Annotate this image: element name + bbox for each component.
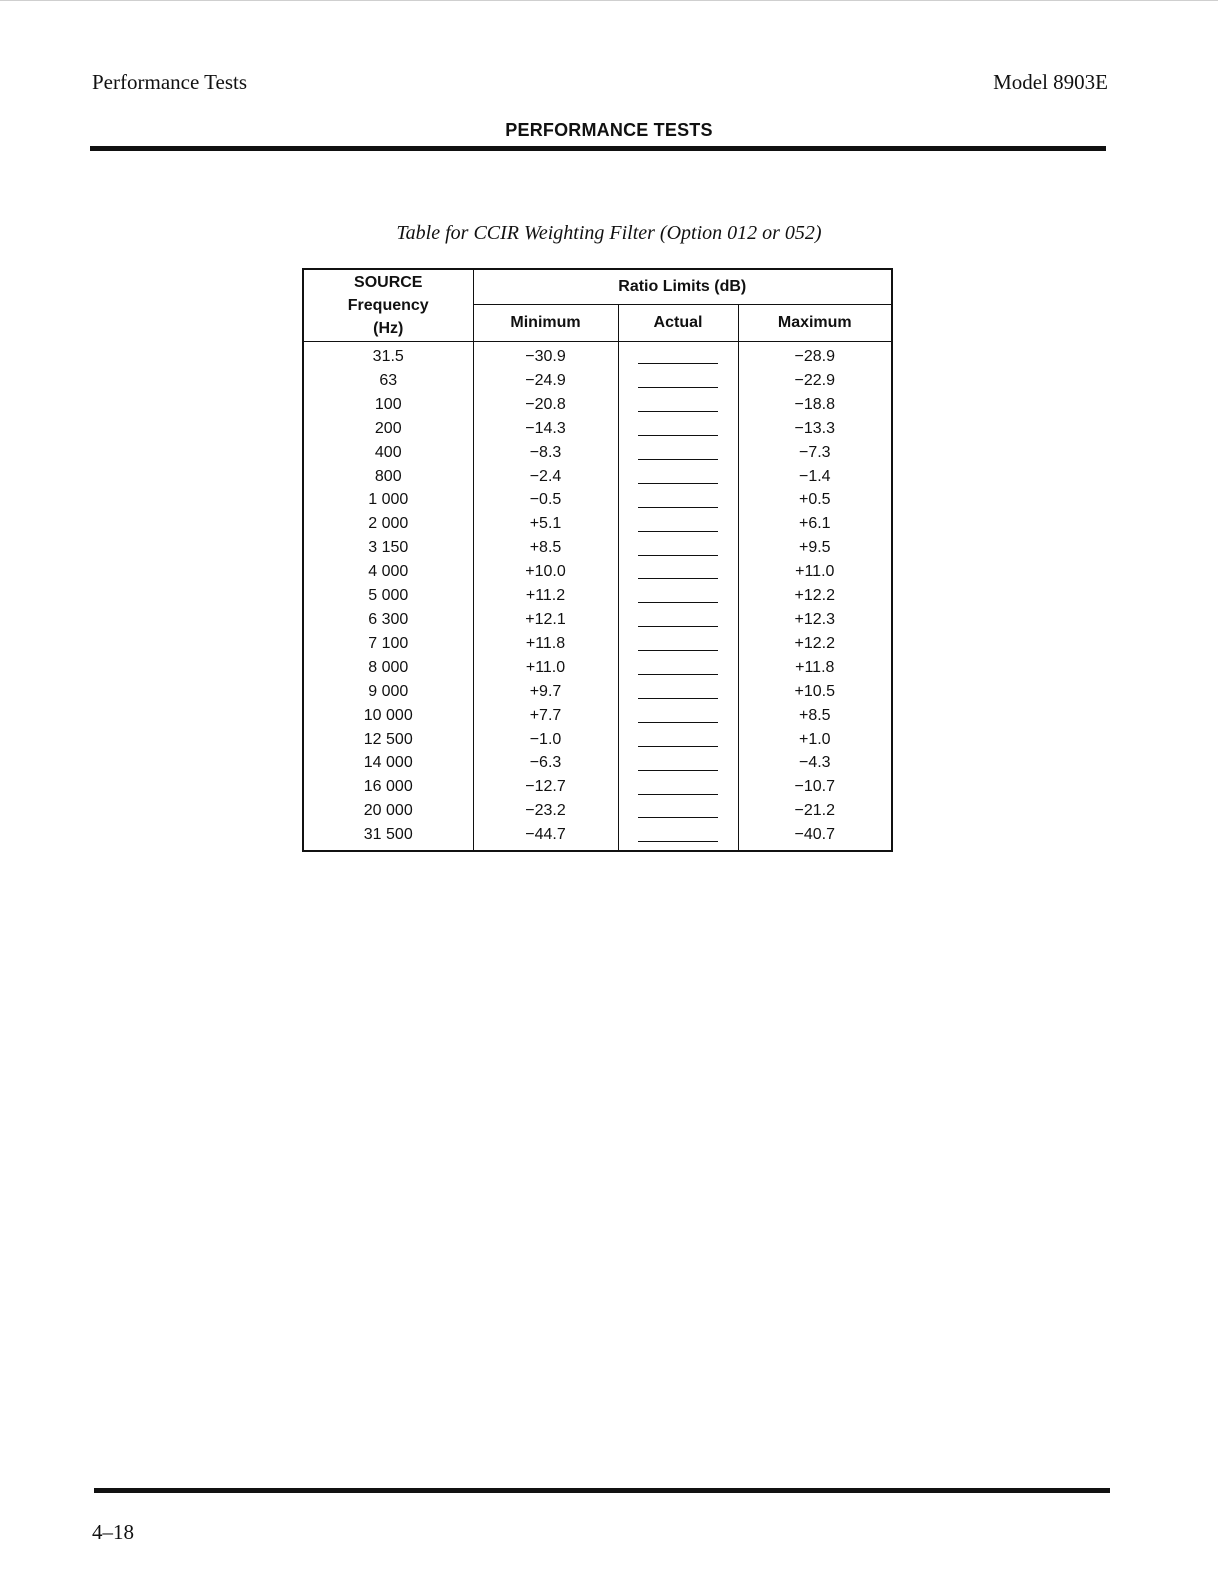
actual-entry-blank[interactable] (638, 564, 718, 579)
frequency-cell: 12 500 (303, 728, 473, 752)
maximum-cell: +12.2 (738, 584, 892, 608)
table-row (303, 608, 892, 632)
footer-rule (94, 1488, 1110, 1493)
actual-cell (618, 441, 738, 465)
source-header-line2: Frequency (347, 297, 429, 314)
ratio-limits-header: Ratio Limits (dB) (473, 269, 892, 305)
maximum-cell: −18.8 (738, 393, 892, 417)
frequency-cell: 7 100 (303, 632, 473, 656)
actual-cell (618, 369, 738, 393)
maximum-header: Maximum (738, 305, 892, 342)
maximum-cell: −4.3 (738, 751, 892, 775)
frequency-cell: 63 (303, 369, 473, 393)
actual-entry-blank[interactable] (638, 612, 718, 627)
actual-cell (618, 704, 738, 728)
frequency-cell: 100 (303, 393, 473, 417)
maximum-cell: −21.2 (738, 799, 892, 823)
minimum-cell: −12.7 (473, 775, 618, 799)
table-row (303, 823, 892, 851)
table-caption: Table for CCIR Weighting Filter (Option 012 or 052) (396, 222, 822, 244)
frequency-cell: 5 000 (303, 584, 473, 608)
actual-entry-blank[interactable] (638, 780, 718, 795)
minimum-cell: −0.5 (473, 488, 618, 512)
maximum-cell: −10.7 (738, 775, 892, 799)
maximum-cell: −40.7 (738, 823, 892, 851)
frequency-cell: 14 000 (303, 751, 473, 775)
frequency-cell: 8 000 (303, 656, 473, 680)
minimum-cell: +11.8 (473, 632, 618, 656)
actual-cell (618, 775, 738, 799)
actual-entry-blank[interactable] (638, 469, 718, 484)
actual-entry-blank[interactable] (638, 541, 718, 556)
minimum-cell: +8.5 (473, 536, 618, 560)
maximum-cell: +12.2 (738, 632, 892, 656)
running-header-left: Performance Tests (92, 70, 248, 94)
minimum-cell: −6.3 (473, 751, 618, 775)
table-row (303, 369, 892, 393)
frequency-cell: 2 000 (303, 512, 473, 536)
maximum-cell: +8.5 (738, 704, 892, 728)
running-header-right: Model 8903E (993, 70, 1108, 94)
table-row (303, 560, 892, 584)
ccir-weighting-table (302, 268, 893, 852)
frequency-cell: 16 000 (303, 775, 473, 799)
maximum-cell: +10.5 (738, 680, 892, 704)
minimum-cell: +11.0 (473, 656, 618, 680)
actual-cell (618, 488, 738, 512)
minimum-cell: −30.9 (473, 342, 618, 369)
source-header-line3: (Hz) (373, 320, 404, 337)
table-row (303, 441, 892, 465)
maximum-cell: −22.9 (738, 369, 892, 393)
minimum-header: Minimum (473, 305, 618, 342)
actual-cell (618, 465, 738, 489)
actual-cell (618, 417, 738, 441)
frequency-cell: 1 000 (303, 488, 473, 512)
actual-cell (618, 751, 738, 775)
actual-cell (618, 342, 738, 369)
actual-entry-blank[interactable] (638, 397, 718, 412)
frequency-cell: 800 (303, 465, 473, 489)
frequency-cell: 6 300 (303, 608, 473, 632)
frequency-cell: 31.5 (303, 342, 473, 369)
minimum-cell: −20.8 (473, 393, 618, 417)
maximum-cell: +1.0 (738, 728, 892, 752)
table-row (303, 799, 892, 823)
maximum-cell: +11.0 (738, 560, 892, 584)
actual-cell (618, 656, 738, 680)
minimum-cell: +12.1 (473, 608, 618, 632)
header-rule (90, 146, 1106, 151)
actual-entry-blank[interactable] (638, 636, 718, 651)
actual-entry-blank[interactable] (638, 349, 718, 364)
actual-cell (618, 728, 738, 752)
actual-entry-blank[interactable] (638, 660, 718, 675)
minimum-cell: −14.3 (473, 417, 618, 441)
actual-cell (618, 608, 738, 632)
table-body (303, 342, 892, 852)
actual-entry-blank[interactable] (638, 588, 718, 603)
frequency-cell: 20 000 (303, 799, 473, 823)
minimum-cell: −44.7 (473, 823, 618, 851)
maximum-cell: +12.3 (738, 608, 892, 632)
table-row (303, 393, 892, 417)
table-row (303, 512, 892, 536)
page-number: 4–18 (92, 1520, 134, 1544)
minimum-cell: +11.2 (473, 584, 618, 608)
table-row (303, 465, 892, 489)
maximum-cell: +11.8 (738, 656, 892, 680)
actual-cell (618, 536, 738, 560)
maximum-cell: −1.4 (738, 465, 892, 489)
actual-entry-blank[interactable] (638, 756, 718, 771)
scan-edge-line (0, 0, 1218, 1)
actual-entry-blank[interactable] (638, 803, 718, 818)
minimum-cell: −2.4 (473, 465, 618, 489)
table-row (303, 417, 892, 441)
maximum-cell: −7.3 (738, 441, 892, 465)
actual-entry-blank[interactable] (638, 421, 718, 436)
source-frequency-header (303, 269, 473, 342)
minimum-cell: +7.7 (473, 704, 618, 728)
actual-cell (618, 823, 738, 851)
frequency-cell: 10 000 (303, 704, 473, 728)
frequency-cell: 3 150 (303, 536, 473, 560)
table-row (303, 632, 892, 656)
source-header-line1: SOURCE (354, 274, 423, 291)
actual-cell (618, 584, 738, 608)
table-row (303, 728, 892, 752)
section-title: PERFORMANCE TESTS (505, 120, 713, 140)
actual-entry-blank[interactable] (638, 732, 718, 747)
frequency-cell: 9 000 (303, 680, 473, 704)
actual-entry-blank[interactable] (638, 708, 718, 723)
actual-cell (618, 799, 738, 823)
frequency-cell: 200 (303, 417, 473, 441)
table-row (303, 342, 892, 369)
table-row (303, 680, 892, 704)
maximum-cell: −13.3 (738, 417, 892, 441)
minimum-cell: +10.0 (473, 560, 618, 584)
actual-cell (618, 632, 738, 656)
actual-cell (618, 560, 738, 584)
minimum-cell: −24.9 (473, 369, 618, 393)
actual-entry-blank[interactable] (638, 445, 718, 460)
table-row (303, 775, 892, 799)
actual-cell (618, 512, 738, 536)
table-row (303, 536, 892, 560)
table-row (303, 751, 892, 775)
maximum-cell: +9.5 (738, 536, 892, 560)
minimum-cell: −23.2 (473, 799, 618, 823)
actual-entry-blank[interactable] (638, 827, 718, 842)
actual-cell (618, 393, 738, 417)
minimum-cell: −1.0 (473, 728, 618, 752)
frequency-cell: 400 (303, 441, 473, 465)
actual-header: Actual (618, 305, 738, 342)
frequency-cell: 31 500 (303, 823, 473, 851)
actual-entry-blank[interactable] (638, 493, 718, 508)
table-row (303, 704, 892, 728)
table-row (303, 656, 892, 680)
maximum-cell: +0.5 (738, 488, 892, 512)
frequency-cell: 4 000 (303, 560, 473, 584)
minimum-cell: −8.3 (473, 441, 618, 465)
actual-entry-blank[interactable] (638, 517, 718, 532)
minimum-cell: +5.1 (473, 512, 618, 536)
table-row (303, 488, 892, 512)
minimum-cell: +9.7 (473, 680, 618, 704)
table-row (303, 584, 892, 608)
maximum-cell: −28.9 (738, 342, 892, 369)
maximum-cell: +6.1 (738, 512, 892, 536)
actual-cell (618, 680, 738, 704)
actual-entry-blank[interactable] (638, 684, 718, 699)
actual-entry-blank[interactable] (638, 373, 718, 388)
